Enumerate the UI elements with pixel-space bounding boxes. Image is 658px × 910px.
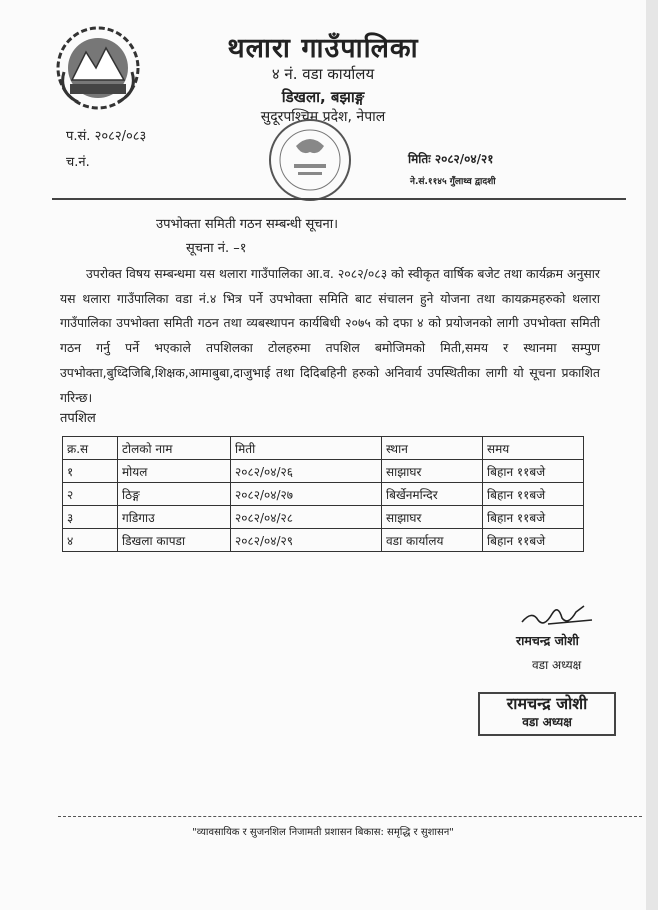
stamp-designation: वडा अध्यक्ष [522,715,572,729]
handwritten-signature-icon [518,600,598,630]
municipality-title: थलारा गाउँपालिका [227,33,419,64]
notice-subject: उपभोक्ता समिती गठन सम्बन्धी सूचना। [156,217,339,232]
cell-serial: ४ [63,529,118,552]
office-round-stamp-icon [256,116,364,204]
table-row [63,460,584,483]
cell-tole-name: मोयल [118,460,231,483]
cell-serial: ३ [63,506,118,529]
cell-date: २०८२/०४/२९ [231,529,382,552]
office-location: डिखला, बझाङ्ग [281,88,365,106]
footer-divider [58,816,642,817]
cell-date: २०८२/०४/२७ [231,483,382,506]
footer-slogan: "व्यावसायिक र सुजनशिल निजामती प्रशासन बिकास: समृद्धि र सुशासन" [192,827,454,838]
ward-office: ४ नं. वडा कार्यालय [271,65,375,83]
letter-reference-number: प.सं. २०८२/०८३ [66,129,147,144]
signatory-name: रामचन्द्र जोशी [516,633,579,648]
cell-venue: साझाघर [382,506,483,529]
cell-venue: साझाघर [382,460,483,483]
cell-venue: बिर्खेनमन्दिर [382,483,483,506]
nepal-samvat-date: ने.सं.११४५ गुँलाथ्व द्वादशी [410,177,496,187]
col-time: समय [483,437,584,460]
schedule-label: तपशिल [60,411,96,426]
cell-venue: वडा कार्यालय [382,529,483,552]
cell-time: बिहान ११बजे [483,460,584,483]
col-venue: स्थान [382,437,483,460]
cell-serial: १ [63,460,118,483]
notice-body: उपरोक्त विषय सम्बन्धमा यस थलारा गाउँपालिका आ.व. २०८२/०८३ को स्वीकृत वार्षिक बजेट तथा कार्यक्रम अनुसार यस थलारा गाउँपालिका वडा नं.४ भित्र पर्ने उपभोक्ता समिति बाट संचालन हुने योजना तथा कायक्रमहरुको थलारा गाउँपालिका उपभोक्ता समिती गठन तथा व्यबस्थापन कार्यबिधी २०७५ को दफा ४ को प्रयोजनको लागी उपभोक्ता समिती गठन गर्नु पर्ने भएकाले तपशिलका टोलहरुमा तपशिल बमोजिमको मिती,समय र स्थानमा सम्पुण उपभोक्ता,बुध्दिजिबि,शिक्षक,आमाबुबा,दाजुभाई तथा दिदिबहिनी हरुको अनिवार्य उपस्थितीका लागी यो सूचना प्रकाशित गरिन्छ। [60,266,600,405]
table-row [63,506,584,529]
col-serial: क्र.स [63,437,118,460]
dispatch-number: च.नं. [66,155,90,170]
cell-serial: २ [63,483,118,506]
cell-time: बिहान ११बजे [483,483,584,506]
province-country: सुदूरपश्चिम प्रदेश, नेपाल [260,109,386,125]
stamp-name: रामचन्द्र जोशी [506,694,588,713]
col-tole-name: टोलको नाम [118,437,231,460]
cell-date: २०८२/०४/२८ [231,506,382,529]
notice-number: सूचना नं. –१ [186,241,247,256]
col-date: मिती [231,437,382,460]
cell-date: २०८२/०४/२६ [231,460,382,483]
table-row [63,483,584,506]
cell-time: बिहान ११बजे [483,529,584,552]
designation-stamp [478,692,616,736]
cell-tole-name: ठिङ्ग [118,483,231,506]
page-edge [646,0,658,910]
signatory-designation: वडा अध्यक्ष [532,658,582,672]
schedule-table [62,436,584,552]
cell-tole-name: डिखला कापडा [118,529,231,552]
letter-date: मितिः २०८२/०४/२१ [408,152,494,166]
cell-tole-name: गडिगाउ [118,506,231,529]
header-divider [52,198,626,200]
table-header-row [63,437,584,460]
cell-time: बिहान ११बजे [483,506,584,529]
table-row [63,529,584,552]
